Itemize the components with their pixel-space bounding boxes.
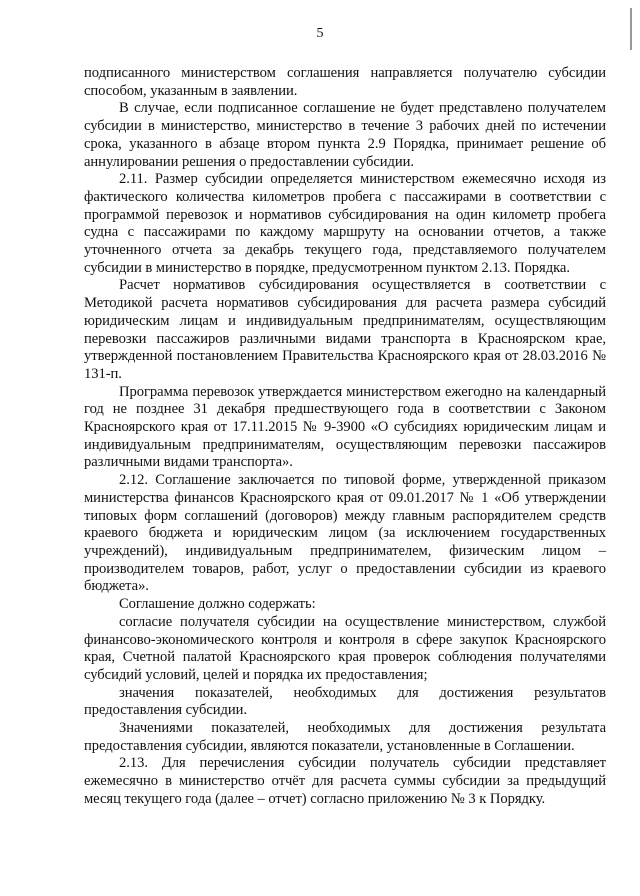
paragraph-program: Программа перевозок утверждается министерством ежегодно на календарный год не позднее 31 декабря предшествующего года в соответствии с Законом Красноярского края от 17.11.2015 № 9-3900 «О субсидиях юридическим лицам и индивидуальным предпринимателям, осуществляющим перевозки пассажиров различными видами транспорта».: [84, 383, 606, 471]
paragraph-consent: согласие получателя субсидии на осуществление министерством, службой финансово-экономического контроля и контроля в сфере закупок Красноярского края, Счетной палатой Красноярского края проверок соблюдения получателями субсидий условий, целей и порядка их предоставления;: [84, 613, 606, 683]
page-number: 5: [316, 26, 324, 41]
paragraph-2-13: 2.13. Для перечисления субсидии получатель субсидии представляет ежемесячно в министерство отчёт для расчета суммы субсидии за предыдущий месяц текущего года (далее – отчет) согласно приложению № 3 к Порядку.: [84, 755, 606, 807]
paragraph-cancellation: В случае, если подписанное соглашение не будет представлено получателем субсидии в министерство, министерство в течение 3 рабочих дней по истечении срока, указанного в абзаце втором пункта 2.9 Порядка, принимает решение об аннулировании решения о предоставлении субсидии.: [84, 100, 606, 170]
paragraph-indicators: Значениями показателей, необходимых для достижения результата предоставления субсидии, являются показатели, установленные в Соглашении.: [84, 720, 606, 754]
document-body: [84, 65, 606, 809]
paragraph-2-12: 2.12. Соглашение заключается по типовой форме, утвержденной приказом министерства финансов Красноярского края от 09.01.2017 № 1 «Об утверждении типовых форм соглашений (договоров) между главным распорядителем средств краевого бюджета и юридическим лицом (за исключением государственных учреждений), индивидуальным предпринимателем, физическим лицом – производителем товаров, работ, услуг о предоставлении субсидии из краевого бюджета».: [84, 472, 606, 595]
paragraph-2-11: 2.11. Размер субсидии определяется министерством ежемесячно исходя из фактического количества километров пробега с пассажирами в соответствии с программой перевозок и нормативов субсидирования на один километр пробега судна с пассажирами по каждому маршруту на основании отчетов, а также уточненного отчета за декабрь текущего года, представляемого получателем субсидии в министерство в порядке, предусмотренном пунктом 2.13. Порядка.: [84, 171, 606, 276]
paragraph-indicator-values: значения показателей, необходимых для достижения результатов предоставления субсидии.: [84, 684, 606, 719]
paragraph-calculation: Расчет нормативов субсидирования осуществляется в соответствии с Методикой расчета нормативов субсидирования для расчета размера субсидий юридическим лицам и индивидуальным предпринимателям, осуществляющим перевозки пассажиров различными видами транспорта в Красноярском крае, утвержденной постановлением Правительства Красноярского края от 28.03.2016 № 131-п.: [84, 277, 606, 382]
paragraph-agreement-contents: Соглашение должно содержать:: [119, 596, 316, 613]
paragraph-continuation: подписанного министерством соглашения направляется получателю субсидии способом, указанным в заявлении.: [84, 65, 606, 99]
